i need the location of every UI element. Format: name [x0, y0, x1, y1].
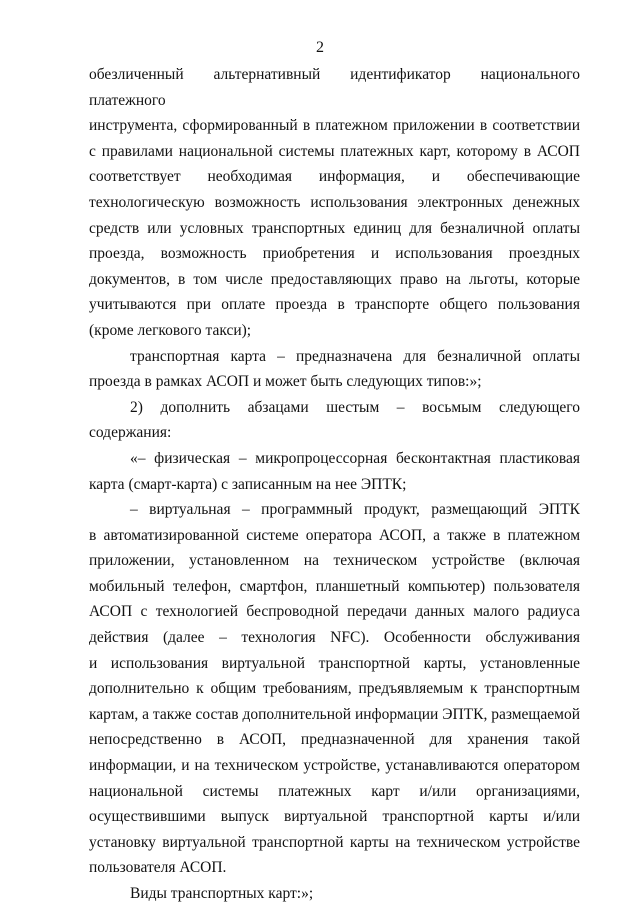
paragraph-line: установку виртуальной транспортной карты на техническом устройстве	[89, 833, 580, 851]
paragraph-line: соответствует необходимая информация, и обеспечивающие	[89, 168, 580, 186]
paragraph-line: действия (далее – технология NFC). Особенности обслуживания	[89, 629, 580, 647]
paragraph-line: с правилами национальной системы платежных карт, которому в АСОП	[89, 142, 580, 160]
paragraph-line: средств или условных транспортных единиц для безналичной оплаты	[89, 219, 580, 237]
paragraph-line: и использования виртуальной транспортной карты, установленные	[89, 654, 580, 672]
paragraph-line: картам, а также состав дополнительной информации ЭПТК, размещаемой	[89, 705, 580, 723]
paragraph-line: АСОП с технологией беспроводной передачи данных малого радиуса	[89, 603, 580, 621]
paragraph-line: национальной системы платежных карт и/или организациями,	[89, 782, 580, 800]
paragraph-line: осуществившими выпуск виртуальной транспортной карты и/или	[89, 808, 580, 826]
paragraph-line: учитываются при оплате проезда в транспорте общего пользования	[89, 296, 580, 314]
paragraph-line: информации, и на техническом устройстве, устанавливаются оператором	[89, 757, 580, 775]
paragraph-line: «– физическая – микропроцессорная бесконтактная пластиковая	[130, 449, 580, 467]
paragraph-line: проезда в рамках АСОП и может быть следующих типов:»;	[89, 373, 482, 391]
page-number: 2	[316, 39, 324, 56]
paragraph-line: Виды транспортных карт:»;	[130, 885, 314, 902]
paragraph-line: 2) дополнить абзацами шестым – восьмым следующего содержания:	[89, 398, 580, 442]
paragraph-line: приложении, установленном на техническом устройстве (включая	[89, 552, 580, 570]
paragraph-line: пользователя АСОП.	[89, 859, 227, 877]
paragraph-line: (кроме легкового такси);	[89, 321, 252, 339]
paragraph-line: технологическую возможность использования электронных денежных	[89, 193, 580, 211]
paragraph-line: в автоматизированной системе оператора АСОП, а также в платежном	[89, 526, 580, 544]
paragraph-line: обезличенный альтернативный идентификатор национального платежного	[89, 66, 580, 109]
paragraph-line: – виртуальная – программный продукт, размещающий ЭПТК	[130, 501, 580, 519]
paragraph-line: документов, в том числе предоставляющих право на льготы, которые	[89, 270, 580, 288]
paragraph-line: карта (смарт-карта) с записанным на нее ЭПТК;	[89, 475, 407, 493]
paragraph-line: проезда, возможность приобретения и использования проездных	[89, 245, 580, 263]
paragraph-line: дополнительно к общим требованиям, предъявляемым к транспортным	[89, 680, 580, 698]
document-body	[89, 62, 580, 907]
paragraph-line: инструмента, сформированный в платежном приложении в соответствии	[89, 117, 580, 135]
paragraph-line: транспортная карта – предназначена для безналичной оплаты	[130, 347, 580, 365]
paragraph-line: непосредственно в АСОП, предназначенной для хранения такой	[89, 731, 580, 749]
paragraph-line: мобильный телефон, смартфон, планшетный компьютер) пользователя	[89, 577, 580, 595]
